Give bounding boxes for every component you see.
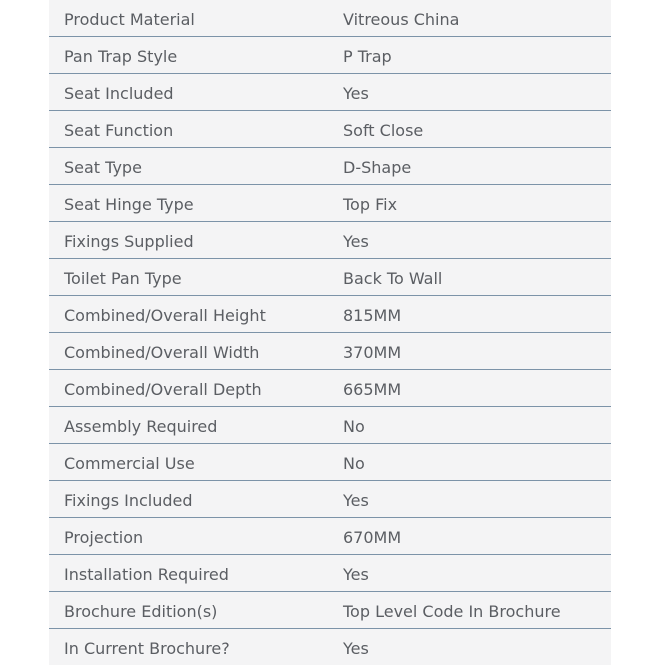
- spec-label: Combined/Overall Width: [64, 343, 260, 362]
- table-row: [49, 74, 611, 111]
- spec-value: Top Fix: [343, 195, 398, 214]
- spec-label: Installation Required: [64, 565, 229, 584]
- table-row: [49, 111, 611, 148]
- table-row: [49, 555, 611, 592]
- spec-label: Seat Function: [64, 121, 174, 140]
- spec-value: 815MM: [343, 306, 402, 325]
- spec-label: Seat Included: [64, 84, 174, 103]
- spec-label: Projection: [64, 528, 144, 547]
- spec-value: 665MM: [343, 380, 402, 399]
- spec-value: Soft Close: [343, 121, 424, 140]
- spec-label: Commercial Use: [64, 454, 195, 473]
- spec-value: Yes: [343, 84, 369, 103]
- spec-label: Fixings Supplied: [64, 232, 194, 251]
- spec-value: D-Shape: [343, 158, 412, 177]
- spec-value: Yes: [343, 565, 369, 584]
- table-row: [49, 0, 611, 37]
- table-row: [49, 444, 611, 481]
- table-row: [49, 148, 611, 185]
- spec-value: P Trap: [343, 47, 392, 66]
- table-row: [49, 333, 611, 370]
- table-row: [49, 518, 611, 555]
- spec-value: 670MM: [343, 528, 402, 547]
- table-row: [49, 37, 611, 74]
- table-row: [49, 407, 611, 444]
- table-row: [49, 481, 611, 518]
- specifications-table: [49, 0, 611, 665]
- spec-value: Yes: [343, 639, 369, 658]
- spec-value: Back To Wall: [343, 269, 443, 288]
- table-row: [49, 296, 611, 333]
- spec-label: Toilet Pan Type: [64, 269, 182, 288]
- spec-label: Product Material: [64, 10, 195, 29]
- spec-label: Seat Type: [64, 158, 142, 177]
- spec-value: No: [343, 417, 365, 436]
- spec-label: Seat Hinge Type: [64, 195, 194, 214]
- spec-label: Pan Trap Style: [64, 47, 178, 66]
- spec-label: Fixings Included: [64, 491, 193, 510]
- table-row: [49, 259, 611, 296]
- table-row: [49, 370, 611, 407]
- spec-value: 370MM: [343, 343, 402, 362]
- spec-label: In Current Brochure?: [64, 639, 230, 658]
- spec-value: Yes: [343, 232, 369, 251]
- spec-value: Yes: [343, 491, 369, 510]
- spec-label: Combined/Overall Height: [64, 306, 266, 325]
- table-row: [49, 629, 611, 666]
- spec-label: Brochure Edition(s): [64, 602, 218, 621]
- spec-value: No: [343, 454, 365, 473]
- spec-label: Assembly Required: [64, 417, 218, 436]
- table-row: [49, 592, 611, 629]
- spec-value: Vitreous China: [343, 10, 460, 29]
- table-row: [49, 222, 611, 259]
- spec-label: Combined/Overall Depth: [64, 380, 262, 399]
- table-row: [49, 185, 611, 222]
- spec-value: Top Level Code In Brochure: [343, 602, 561, 621]
